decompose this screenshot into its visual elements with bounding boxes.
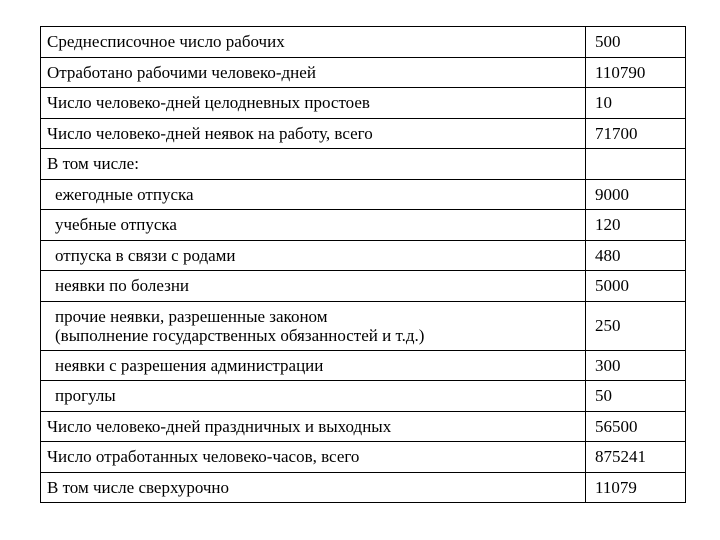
table-row: [41, 210, 686, 241]
row-value: 11079: [586, 472, 686, 503]
row-label: [41, 301, 586, 350]
row-value: 250: [586, 301, 686, 350]
row-value: 10: [586, 88, 686, 119]
row-label: Число человеко-дней праздничных и выходных: [41, 411, 586, 442]
row-label: прогулы: [41, 381, 586, 412]
row-label: неявки с разрешения администрации: [41, 350, 586, 381]
table-row: [41, 472, 686, 503]
row-value: 71700: [586, 118, 686, 149]
table-row: [41, 27, 686, 58]
row-value: 300: [586, 350, 686, 381]
table-row: [41, 179, 686, 210]
table-row: [41, 149, 686, 180]
table-row: [41, 240, 686, 271]
row-value: [586, 149, 686, 180]
row-label: В том числе сверхурочно: [41, 472, 586, 503]
row-label: учебные отпуска: [41, 210, 586, 241]
labor-statistics-table: [40, 26, 686, 503]
table-row: [41, 271, 686, 302]
row-label: неявки по болезни: [41, 271, 586, 302]
row-value: 56500: [586, 411, 686, 442]
row-label: Число человеко-дней целодневных простоев: [41, 88, 586, 119]
row-value: 500: [586, 27, 686, 58]
table-row: [41, 411, 686, 442]
row-label: ежегодные отпуска: [41, 179, 586, 210]
row-label: отпуска в связи с родами: [41, 240, 586, 271]
table-row: [41, 301, 686, 350]
table-row: [41, 88, 686, 119]
row-value: 9000: [586, 179, 686, 210]
row-label-line: (выполнение государственных обязанностей и т.д.): [55, 325, 425, 345]
table-row: [41, 381, 686, 412]
row-value: 480: [586, 240, 686, 271]
table-row: [41, 442, 686, 473]
table-row: [41, 350, 686, 381]
row-value: 110790: [586, 57, 686, 88]
row-label: В том числе:: [41, 149, 586, 180]
row-label: Число отработанных человеко-часов, всего: [41, 442, 586, 473]
table-row: [41, 57, 686, 88]
row-value: 5000: [586, 271, 686, 302]
row-label: Среднесписочное число рабочих: [41, 27, 586, 58]
row-label-line: прочие неявки, разрешенные законом: [55, 306, 328, 326]
row-value: 120: [586, 210, 686, 241]
table-row: [41, 118, 686, 149]
row-label: Отработано рабочими человеко-дней: [41, 57, 586, 88]
row-value: 50: [586, 381, 686, 412]
row-value: 875241: [586, 442, 686, 473]
row-label: Число человеко-дней неявок на работу, всего: [41, 118, 586, 149]
